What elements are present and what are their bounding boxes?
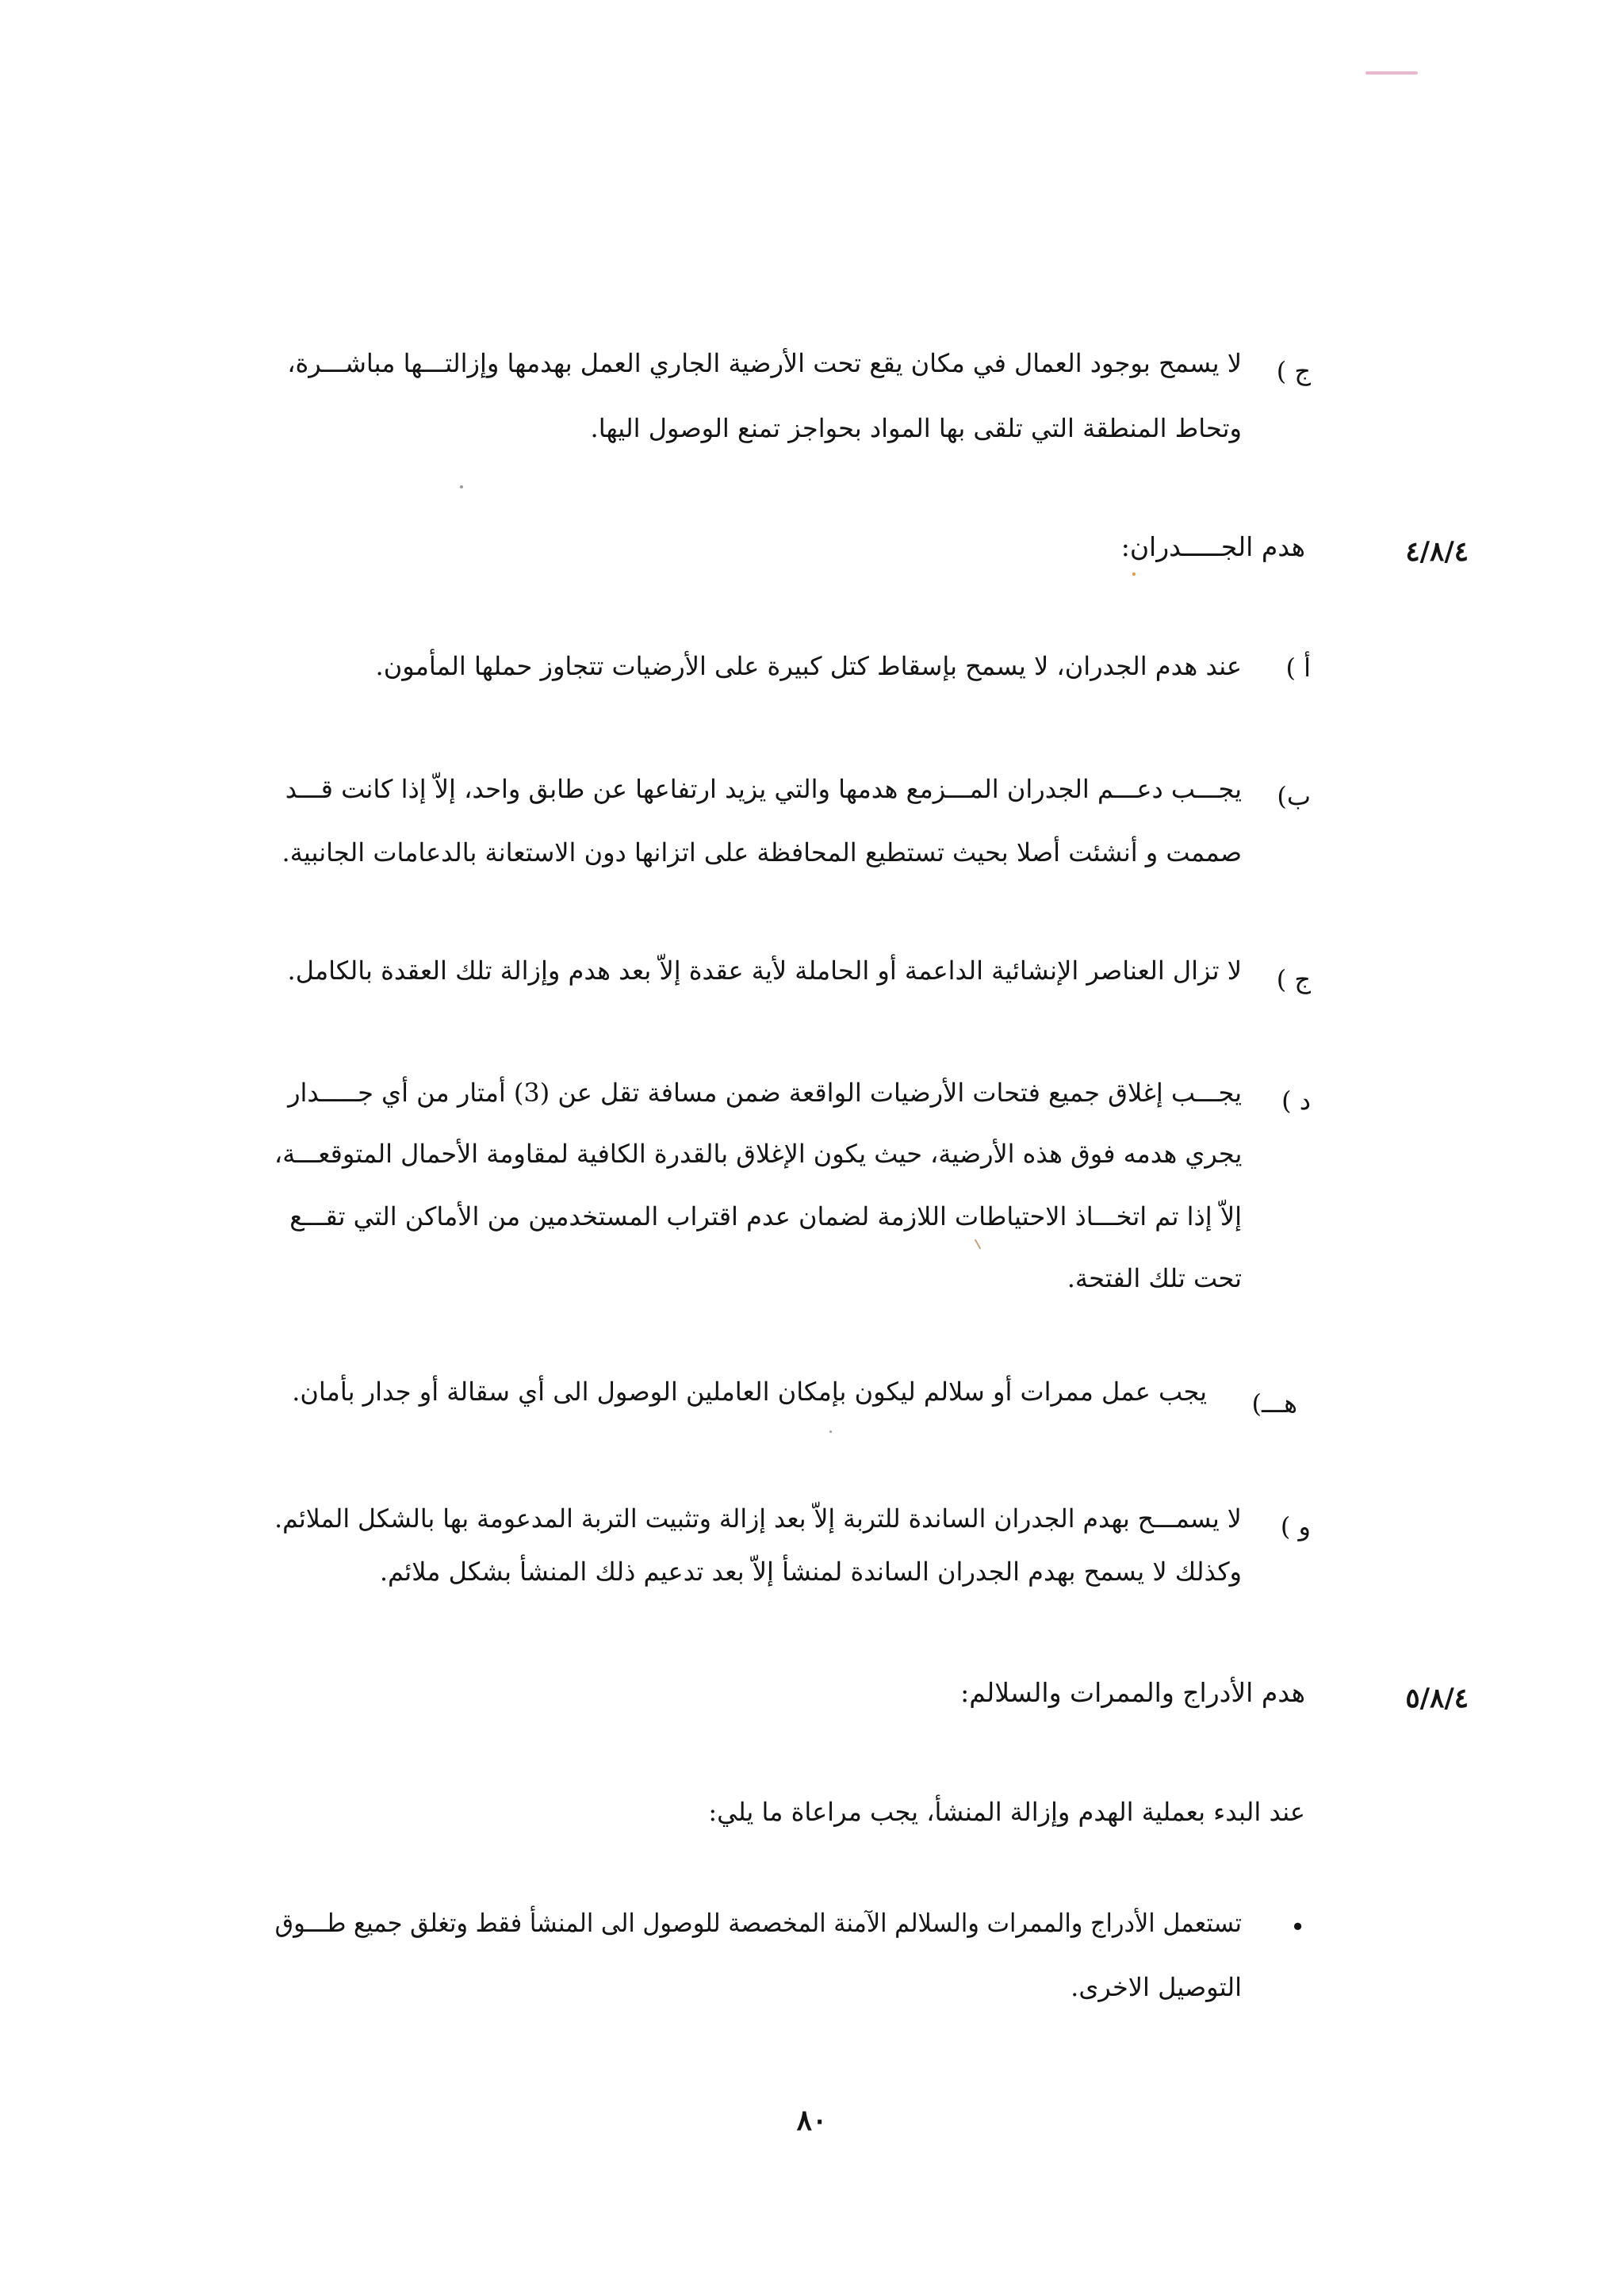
item-marker: أ ) [1285, 653, 1311, 683]
bullet-text-line: التوصيل الاخرى. [1071, 1972, 1242, 2002]
scan-speck [975, 1239, 982, 1249]
page-number: ٨٠ [796, 2104, 828, 2137]
item-text-line: وكذلك لا يسمح بهدم الجدران الساندة لمنشأ إلاّ بعد تدعيم ذلك المنشأ بشكل ملائم. [379, 1557, 1242, 1587]
section-number: ٤/٨/٤ [1405, 536, 1469, 568]
scan-speck [829, 1430, 832, 1433]
item-text-line: تحت تلك الفتحة. [1067, 1263, 1242, 1293]
pink-pen-mark [1365, 71, 1418, 75]
item-marker: و ) [1280, 1511, 1311, 1541]
item-text-line: عند هدم الجدران، لا يسمح بإسقاط كتل كبيرة على الأرضيات تتجاوز حملها المأمون. [375, 651, 1242, 681]
item-text-line: صممت و أنشئت أصلا بحيث تستطيع المحافظة على اتزانها دون الاستعانة بالدعامات الجانبية. [282, 837, 1242, 867]
item-text-line: لا يسمح بوجود العمال في مكان يقع تحت الأرضية الجاري العمل بهدمها وإزالتـــها مباشـــرة، [287, 348, 1242, 378]
item-text-line: يجـــب دعـــم الجدران المـــزمع هدمها والتي يزيد ارتفاعها عن طابق واحد، إلاّ إذا كانت قـــد [285, 774, 1242, 804]
item-text-line: إلاّ إذا تم اتخـــاذ الاحتياطات اللازمة لضمان عدم اقتراب المستخدمين من الأماكن التي تقـــع [289, 1201, 1242, 1231]
item-text-line: يجري هدمه فوق هذه الأرضية، حيث يكون الإغلاق بالقدرة الكافية لمقاومة الأحمال المتوقعـــة، [274, 1139, 1242, 1169]
item-marker: د ) [1281, 1086, 1311, 1116]
item-text-line: لا تزال العناصر الإنشائية الداعمة أو الحاملة لأية عقدة إلاّ بعد هدم وإزالة تلك العقدة بالكامل. [287, 956, 1242, 986]
scan-speck [1132, 573, 1136, 576]
bullet-text-line: تستعمل الأدراج والممرات والسلالم الآمنة المخصصة للوصول الى المنشأ فقط وتغلق جميع طـــوق [274, 1908, 1242, 1938]
item-marker: هـــ) [1251, 1388, 1297, 1419]
scan-speck [460, 485, 463, 488]
item-marker: ج ) [1276, 964, 1311, 994]
item-text-line: يجـــب إغلاق جميع فتحات الأرضيات الواقعة ضمن مسافة تقل عن (3) أمتار من أي جـــــدار [288, 1078, 1242, 1108]
bullet-marker: • [1290, 1912, 1305, 1942]
section-intro: عند البدء بعملية الهدم وإزالة المنشأ، يجب مراعاة ما يلي: [708, 1797, 1305, 1827]
item-marker: ج ) [1276, 356, 1311, 386]
section-number: ٥/٨/٤ [1405, 1683, 1469, 1714]
item-text-line: يجب عمل ممرات أو سلالم ليكون بإمكان العاملين الوصول الى أي سقالة أو جدار بأمان. [292, 1377, 1207, 1407]
item-marker: ب) [1277, 781, 1311, 811]
item-text-line: لا يسمـــح بهدم الجدران الساندة للتربة إلاّ بعد إزالة وتثبيت التربة المدعومة بها بالشكل الملائم. [274, 1503, 1242, 1534]
item-text-line: وتحاط المنطقة التي تلقى بها المواد بحواجز تمنع الوصول اليها. [590, 413, 1242, 443]
section-title: هدم الأدراج والممرات والسلالم: [960, 1677, 1305, 1708]
section-title: هدم الجـــــدران: [1120, 531, 1305, 562]
